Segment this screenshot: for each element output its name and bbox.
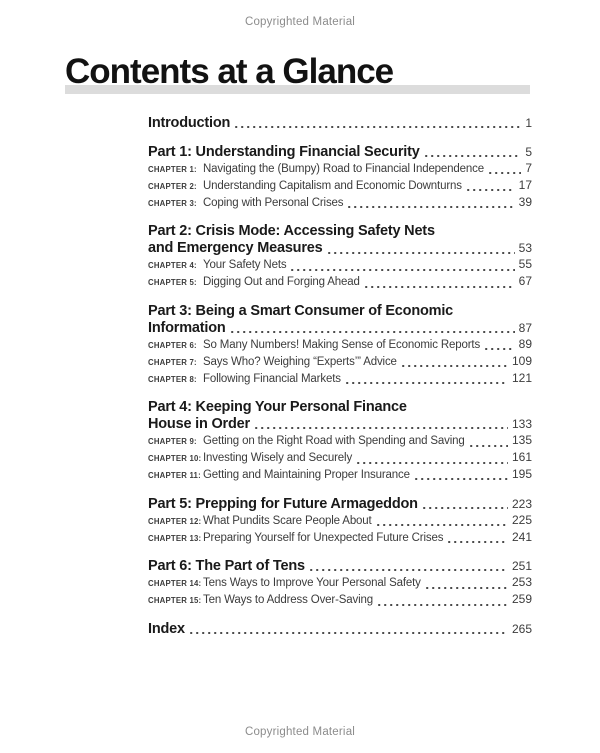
dot-leader	[470, 445, 508, 447]
chapter-title: Getting and Maintaining Proper Insurance	[203, 468, 410, 481]
dot-leader	[346, 382, 508, 384]
section-heading-line1: Part 3: Being a Smart Consumer of Economic	[148, 302, 454, 319]
table-of-contents	[148, 115, 532, 638]
chapter-title: What Pundits Scare People About	[203, 514, 372, 527]
dot-leader	[415, 478, 508, 480]
dot-leader	[489, 172, 521, 174]
toc-chapter-row	[148, 467, 532, 484]
dot-leader	[365, 286, 515, 288]
chapter-title: Understanding Capitalism and Economic Downturns	[203, 179, 462, 192]
toc-section-part4	[148, 399, 532, 483]
toc-heading-row	[148, 496, 532, 513]
chapter-title: Getting on the Right Road with Spending and Saving	[203, 435, 465, 448]
toc-heading-row	[148, 223, 532, 240]
chapter-title: Ten Ways to Address Over-Saving	[203, 594, 374, 607]
dot-leader	[190, 632, 508, 634]
toc-chapter-row	[148, 161, 532, 178]
toc-chapter-row	[148, 592, 532, 609]
toc-chapter-row	[148, 195, 532, 212]
page-number: 87	[518, 320, 532, 335]
toc-chapter-row	[148, 274, 532, 291]
page-number: 195	[511, 466, 532, 481]
dot-leader	[255, 427, 508, 429]
toc-chapter-row	[148, 530, 532, 547]
section-heading: Part 6: The Part of Tens	[148, 558, 305, 575]
toc-section-part5	[148, 496, 532, 547]
page-number: 161	[511, 450, 532, 465]
dot-leader	[235, 126, 521, 128]
section-heading: Part 1: Understanding Financial Security	[148, 144, 420, 160]
dot-leader	[377, 524, 508, 526]
toc-section-part1	[148, 144, 532, 211]
toc-heading-row	[148, 240, 532, 257]
chapter-label: CHAPTER 13:	[148, 533, 202, 543]
dot-leader	[426, 587, 508, 589]
chapter-title: Says Who? Weighing “Experts’” Advice	[203, 355, 397, 368]
toc-section-part2	[148, 223, 532, 291]
chapter-label: CHAPTER 7:	[148, 357, 197, 367]
toc-heading-row	[148, 621, 532, 638]
section-heading: Introduction	[148, 115, 231, 131]
page-number: 121	[511, 370, 532, 385]
chapter-title: Preparing Yourself for Unexpected Future Crises	[203, 531, 444, 544]
dot-leader	[291, 269, 514, 271]
section-heading-line2: and Emergency Measures	[148, 240, 323, 257]
page-number: 259	[511, 592, 532, 607]
dot-leader	[328, 252, 515, 254]
section-heading: Part 5: Prepping for Future Armageddon	[148, 495, 418, 512]
toc-chapter-row	[148, 433, 532, 450]
toc-chapter-row	[148, 575, 532, 592]
page-number: 223	[511, 496, 532, 511]
chapter-label: CHAPTER 1:	[148, 165, 197, 174]
page-number: 39	[518, 194, 532, 209]
chapter-title: Following Financial Markets	[203, 372, 341, 385]
chapter-label: CHAPTER 8:	[148, 374, 197, 384]
toc-chapter-row	[148, 178, 532, 195]
toc-chapter-row	[148, 513, 532, 530]
section-heading: Index	[148, 620, 185, 637]
page-number: 265	[511, 621, 532, 636]
dot-leader	[423, 507, 508, 509]
page-number: 133	[511, 417, 532, 432]
dot-leader	[425, 155, 522, 157]
dot-leader	[485, 348, 515, 350]
chapter-label: CHAPTER 5:	[148, 278, 197, 288]
page-number: 241	[511, 529, 532, 544]
page-title: Contents at a Glance	[65, 52, 394, 91]
toc-section-part6	[148, 558, 532, 609]
page-number: 1	[525, 116, 532, 130]
section-heading-line2: House in Order	[148, 416, 250, 433]
page-number: 135	[511, 433, 532, 448]
toc-section-part3	[148, 303, 532, 387]
toc-chapter-row	[148, 450, 532, 467]
section-heading-line1: Part 2: Crisis Mode: Accessing Safety Nets	[148, 223, 435, 240]
dot-leader	[348, 206, 514, 208]
toc-chapter-row	[148, 337, 532, 354]
dot-leader	[467, 189, 515, 191]
chapter-title: Your Safety Nets	[203, 259, 287, 272]
page-number: 7	[525, 161, 532, 175]
toc-heading-row	[148, 303, 532, 320]
dot-leader	[402, 365, 508, 367]
copyright-notice-top: Copyrighted Material	[244, 16, 356, 28]
toc-chapter-row	[148, 257, 532, 274]
chapter-title: Digging Out and Forging Ahead	[203, 276, 360, 289]
toc-chapter-row	[148, 354, 532, 371]
chapter-title: So Many Numbers! Making Sense of Economic Reports	[203, 338, 481, 351]
toc-section-introduction	[148, 115, 532, 132]
page-number: 253	[511, 575, 532, 590]
chapter-label: CHAPTER 2:	[148, 181, 197, 191]
toc-heading-row	[148, 115, 532, 132]
chapter-title: Navigating the (Bumpy) Road to Financial Independence	[203, 163, 485, 175]
dot-leader	[357, 462, 508, 464]
chapter-title: Tens Ways to Improve Your Personal Safety	[203, 577, 421, 590]
page-number: 251	[511, 559, 532, 574]
dot-leader	[448, 541, 508, 543]
chapter-label: CHAPTER 4:	[148, 261, 197, 271]
chapter-label: CHAPTER 14:	[148, 579, 202, 589]
chapter-label: CHAPTER 3:	[148, 198, 197, 208]
chapter-label: CHAPTER 6:	[148, 340, 197, 350]
dot-leader	[231, 331, 515, 333]
dot-leader	[310, 569, 508, 571]
section-heading-line1: Part 4: Keeping Your Personal Finance	[148, 399, 407, 416]
toc-heading-row	[148, 416, 532, 433]
section-heading-line2: Information	[148, 319, 226, 336]
dot-leader	[378, 604, 508, 606]
toc-heading-row	[148, 399, 532, 416]
chapter-label: CHAPTER 11:	[148, 470, 201, 480]
toc-section-index	[148, 621, 532, 638]
page-number: 225	[511, 512, 532, 527]
page-number: 109	[511, 353, 532, 368]
chapter-label: CHAPTER 15:	[148, 596, 202, 606]
page-number: 53	[518, 241, 532, 256]
toc-heading-row	[148, 558, 532, 575]
toc-chapter-row	[148, 371, 532, 388]
page-number: 55	[518, 257, 532, 272]
chapter-label: CHAPTER 9:	[148, 437, 197, 447]
toc-heading-row	[148, 144, 532, 161]
page-number: 89	[518, 336, 532, 351]
chapter-title: Investing Wisely and Securely	[203, 452, 353, 465]
chapter-label: CHAPTER 10:	[148, 454, 202, 464]
page-number: 67	[518, 274, 532, 289]
page-number: 17	[518, 177, 532, 192]
copyright-notice-bottom: Copyrighted Material	[244, 726, 356, 738]
chapter-label: CHAPTER 12:	[148, 516, 202, 526]
chapter-title: Coping with Personal Crises	[203, 196, 344, 209]
page-number: 5	[525, 145, 532, 159]
toc-heading-row	[148, 320, 532, 337]
